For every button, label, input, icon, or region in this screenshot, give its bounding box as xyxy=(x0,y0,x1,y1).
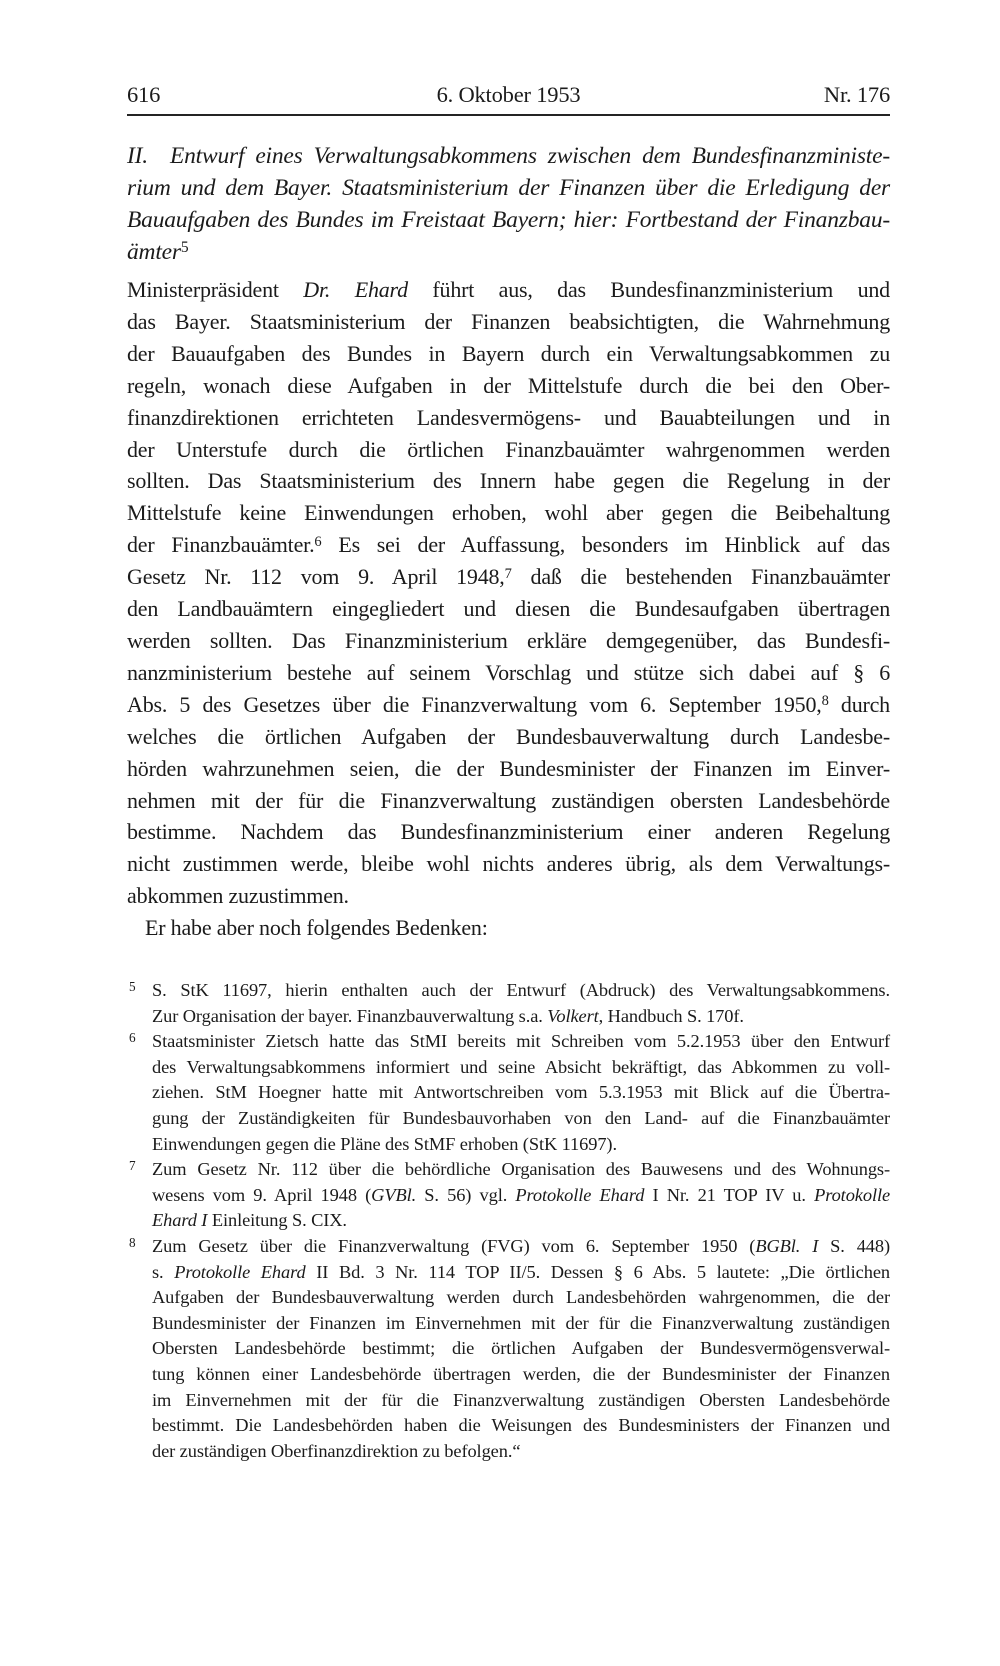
body-text xyxy=(127,274,890,944)
text-line: im Einvernehmen mit der für die Finanzverwaltung zuständigen Obersten Landesbehörde xyxy=(152,1389,890,1410)
text-line: nanzministerium bestehe auf seinem Vorschlag und stütze sich dabei auf § 6 xyxy=(127,659,890,685)
text-line: werden sollten. Das Finanzministerium erkläre demgegenüber, das Bundesfi- xyxy=(127,627,890,653)
footnotes-section xyxy=(127,978,890,1464)
text-line: abkommen zuzustimmen. xyxy=(127,883,349,909)
paragraph xyxy=(127,274,890,912)
text-line: s. Protokolle Ehard II Bd. 3 Nr. 114 TOP II/5. Dessen § 6 Abs. 5 lautete: „Die örtlichen xyxy=(152,1261,890,1282)
text-line: Abs. 5 des Gesetzes über die Finanzverwaltung vom 6. September 1950,$^8$ durch xyxy=(127,691,890,717)
section-heading xyxy=(127,140,890,268)
text-line: hörden wahrzunehmen seien, die der Bundesminister der Finanzen im Einver- xyxy=(127,755,890,781)
text-line: S. StK 11697, hierin enthalten auch der Entwurf (Abdruck) des Verwaltungsabkommens. xyxy=(152,980,890,1000)
text-line: Zum Gesetz Nr. 112 über die behördliche Organisation des Bauwesens und des Wohnungs- xyxy=(152,1159,890,1180)
text-line: der Unterstufe durch die örtlichen Finanzbauämter wahrgenommen werden xyxy=(127,436,890,462)
text-line: der Bauaufgaben des Bundes in Bayern durch ein Verwaltungsabkommen zu xyxy=(127,340,890,366)
text-line: Zur Organisation der bayer. Finanzbauverwaltung s.a. Volkert, Handbuch S. 170f. xyxy=(152,1005,744,1026)
page-header xyxy=(127,84,890,107)
text-line: gung der Zuständigkeiten für Bundesbauvorhaben von den Land- auf die Finanzbauämter xyxy=(152,1107,890,1128)
text-line: rium und dem Bayer. Staatsministerium der Finanzen über die Erledigung der xyxy=(127,175,890,201)
paragraph xyxy=(127,912,890,944)
text-line: den Landbauämtern eingegliedert und diesen die Bundesaufgaben übertragen xyxy=(127,596,890,622)
text-line: der Finanzbauämter.$^6$ Es sei der Auffassung, besonders im Hinblick auf das xyxy=(127,532,890,558)
footnote-number: 5 xyxy=(129,978,136,994)
text-line: bestimmt. Die Landesbehörden haben die Weisungen des Bundesministers der Finanzen und xyxy=(152,1415,890,1436)
footnote-number: 8 xyxy=(129,1234,136,1250)
text-line: Aufgaben der Bundesbauverwaltung werden durch Landesbehörden wahrgenommen, die der xyxy=(152,1287,890,1308)
text-line: Bauaufgaben des Bundes im Freistaat Bayern; hier: Fortbestand der Finanzbau- xyxy=(127,207,890,233)
footnote-number: 7 xyxy=(129,1157,136,1173)
text-line: nicht zustimmen werde, bleibe wohl nichts anderes übrig, als dem Verwaltungs- xyxy=(127,851,890,877)
text-line: das Bayer. Staatsministerium der Finanzen beabsichtigten, die Wahrnehmung xyxy=(127,308,890,334)
text-line: Obersten Landesbehörde bestimmt; die örtlichen Aufgaben der Bundesvermögensverwal- xyxy=(152,1338,890,1359)
text-line: nehmen mit der für die Finanzverwaltung zuständigen obersten Landesbehörde xyxy=(127,787,890,813)
text-line: Einwendungen gegen die Pläne des StMF erhoben (StK 11697). xyxy=(152,1133,617,1154)
text-line: regeln, wonach diese Aufgaben in der Mittelstufe durch die bei den Ober- xyxy=(127,372,890,398)
text-line: Staatsminister Zietsch hatte das StMI bereits mit Schreiben vom 5.2.1953 über den Entwurf xyxy=(152,1031,890,1052)
header-date: 6. Oktober 1953 xyxy=(436,82,581,107)
text-line: der zuständigen Oberfinanzdirektion zu befolgen.“ xyxy=(152,1440,521,1461)
header-rule xyxy=(127,114,890,116)
text-line: II. Entwurf eines Verwaltungsabkommens zwischen dem Bundesfinanzministe- xyxy=(127,143,890,169)
text-line: finanzdirektionen errichteten Landesvermögens- und Bauabteilungen und in xyxy=(127,404,890,430)
text-line: wesens vom 9. April 1948 (GVBl. S. 56) vgl. Protokolle Ehard I Nr. 21 TOP IV u. Protokolle xyxy=(152,1184,891,1205)
header-issue-number: Nr. 176 xyxy=(823,82,890,107)
text-line: Ministerpräsident Dr. Ehard führt aus, das Bundesfinanzministerium und xyxy=(127,277,890,302)
text-line: des Verwaltungsabkommens informiert und seine Absicht bekräftigt, das Abkommen zu voll- xyxy=(152,1056,890,1077)
text-line: Mittelstufe keine Einwendungen erhoben, wohl aber gegen die Beibehaltung xyxy=(127,500,890,526)
text-line: bestimme. Nachdem das Bundesfinanzministerium einer anderen Regelung xyxy=(127,819,890,845)
footnote xyxy=(127,1029,890,1157)
footnote xyxy=(127,978,890,1029)
text-line: sollten. Das Staatsministerium des Innern habe gegen die Regelung in der xyxy=(127,468,890,494)
footnote xyxy=(127,1157,890,1234)
footnote xyxy=(127,1234,890,1464)
text-line: Ehard I Einleitung S. CIX. xyxy=(152,1210,347,1231)
text-line: Gesetz Nr. 112 vom 9. April 1948,$^7$ daß die bestehenden Finanzbauämter xyxy=(127,564,890,590)
text-line: tung können einer Landesbehörde übertragen werden, die der Bundesminister der Finanzen xyxy=(152,1363,890,1384)
footnote-number: 6 xyxy=(129,1029,136,1045)
page-number: 616 xyxy=(127,82,161,107)
text-line: Bundesminister der Finanzen im Einvernehmen mit der für die Finanzverwaltung zuständigen xyxy=(152,1312,890,1333)
text-line: ziehen. StM Hoegner hatte mit Antwortschreiben vom 5.3.1953 mit Blick auf die Übertra- xyxy=(152,1082,890,1103)
text-line: welches die örtlichen Aufgaben der Bundesbauverwaltung durch Landesbe- xyxy=(127,723,890,749)
text-line: Zum Gesetz über die Finanzverwaltung (FVG) vom 6. September 1950 (BGBl. I S. 448) xyxy=(152,1235,890,1256)
text-line: Er habe aber noch folgendes Bedenken: xyxy=(145,915,488,941)
text-line: ämter$^5$ xyxy=(127,239,189,265)
